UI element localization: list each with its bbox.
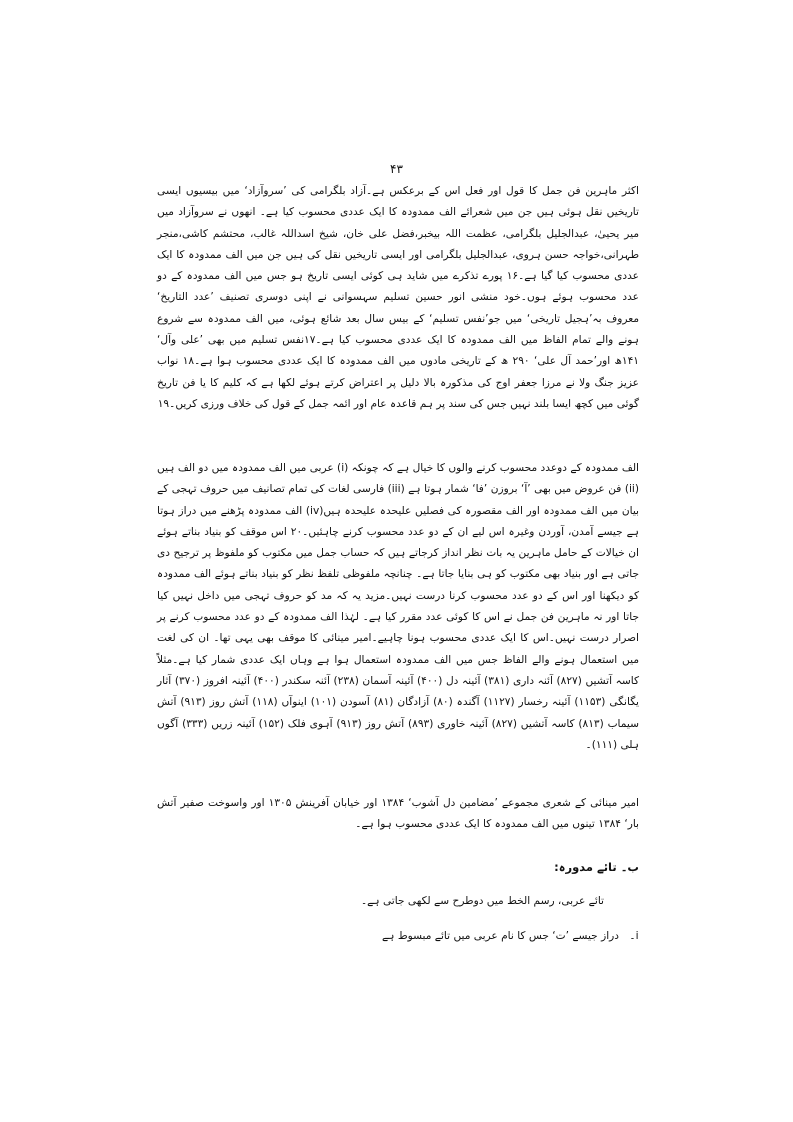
section-heading: ب۔ تائے مدورہ: bbox=[554, 860, 639, 874]
paragraph-2 bbox=[157, 458, 639, 756]
list-marker: i۔ bbox=[629, 930, 639, 942]
list-item-text: دراز جیسے ’ت‘ جس کا نام عربی میں تائے مبسوط ہے bbox=[382, 930, 619, 942]
paragraph-3 bbox=[157, 793, 639, 836]
page-number: ۴۳ bbox=[390, 162, 403, 176]
paragraph-1 bbox=[157, 181, 639, 415]
paragraph-text: اکثر ماہرین فن جمل کا قول اور فعل اس کے برعکس ہے۔آزاد بلگرامی کی ’سروآزاد‘ میں بیسیوں ایسی تاریخیں نقل ہوئی ہیں جن میں شعرائے الف ممدودہ کا ایک عددی محسوب کیا ہے۔ انھوں نے سروآزاد میں میر یحییٰ، عبدالجلیل بلگرامی، عظمت اللہ بیخبر،فضل علی خان، شیخ اسداللہ غالب، محتشم کاشی،منجر طہرانی،خواجہ حسن ہروی، عبدالجلیل بلگرامی اور ایسی تاریخیں نقل کی ہیں جن میں الف ممدودہ کا ایک عددی محسوب کیا گیا ہے۔۱۶ پورے تذکرے میں شاید ہی کوئی ایسی تاریخ ہو جس میں الف ممدودہ کے دو عدد محسوب ہوئے ہوں۔خود منشی انور حسین تسلیم سہسوانی نے اپنی دوسری تصنیف ’عدد التاریخ‘ معروف بہ’ہجیل تاریخی‘ میں جو’نفس تسلیم‘ کے بیس سال بعد شائع ہوئی، میں الف ممدودہ سے شروع ہونے والے تمام الفاظ میں الف ممدودہ کا ایک عددی محسوب کیا ہے۔۱۷نفس تسلیم میں بھی ’علی وآل‘ ۱۴۱ھ اور’حمد آل علی‘ ۲۹۰ ھ کے تاریخی مادوں میں الف ممدودہ کا ایک عددی محسوب ہوا ہے۔۱۸ نواب عزیز جنگ ولا نے مرزا جعفر اوج کی مذکورہ بالا دلیل پر اعتراض کرتے ہوئے لکھا ہے کہ کلیم کا یا فن تاریخ گوئی میں کچھ ایسا بلند نہیں جس کی سند پر ہم قاعدہ عام اور ائمہ جمل کے قول کی خلاف ورزی کریں۔۱۹ bbox=[157, 185, 639, 410]
paragraph-text: امیر مینائی کے شعری مجموعے ’مضامین دل آشوب‘ ۱۳۸۴ اور خیابان آفرینش ۱۳۰۵ اور واسوخت صفیر آتش بار‘ ۱۳۸۴ تینوں میں الف ممدودہ کا ایک عددی محسوب ہوا ہے۔ bbox=[157, 797, 639, 831]
section-intro: تائے عربی، رسم الخط میں دوطرح سے لکھی جاتی ہے۔ bbox=[360, 895, 604, 907]
paragraph-text: الف ممدودہ کے دوعدد محسوب کرنے والوں کا خیال ہے کہ چونکہ (i) عربی میں الف ممدودہ میں دو الف ہیں (ii) فن عروض میں بھی ’آ‘ بروزن ’فا‘ شمار ہوتا ہے (iii) فارسی لغات کی تمام تصانیف میں حروف تہجی کے بیان میں الف ممدودہ اور الف مقصورہ کی فصلیں علیحدہ علیحدہ ہیں(iv) الف ممدودہ پڑھنے میں دراز ہوتا ہے جیسے آمدن، آوردن وغیرہ اس لیے ان کے دو عدد محسوب کرنے چاہئیں۔۲۰ اس موقف کو بنیاد بناتے ہوئے ان خیالات کے حامل ماہرین یہ بات نظر انداز کرجاتے ہیں کہ حساب جمل میں مکتوب کو ملفوظ پر ترجیح دی جاتی ہے اور بنیاد بھی مکتوب کو ہی بنایا جاتا ہے۔ چنانچہ ملفوظی تلفظ نظر کو بنیاد بناتے ہوئے الف ممدودہ کو دیکھنا اور اس کے دو عدد محسوب کرنا درست نہیں۔مزید یہ کہ مد کو حروف تہجی میں داخل نہیں کیا جاتا اور نہ ماہرین فن جمل نے اس کا کوئی عدد مقرر کیا ہے۔ لہٰذا الف ممدودہ کے دو عدد محسوب کرنے پر اصرار درست نہیں۔اس کا ایک عددی محسوب ہونا چاہیے۔امیر مینائی کا موقف بھی یہی تھا۔ ان کی لغت میں استعمال ہونے والے الفاظ جس میں الف ممدودہ استعمال ہوا ہے وہاں ایک عددی شمار کیا ہے۔مثلاً کاسہ آتشیں (۸۲۷) آئنہ داری (۳۸۱) آئینہ دل (۴۰۰) آئینہ آسمان (۲۳۸) آئنہ سکندر (۴۰۰) آئینہ افروز (۳۷۰) آثار یگانگی (۱۱۵۳) آئینہ رخسار (۱۱۲۷) آگندہ (۸۰) آزادگان (۸۱) آسودن (۱۰۱) اینوآں (۱۱۸) آتش روز (۹۱۳) آتش سیماب (۸۱۳) کاسہ آتشیں (۸۲۷) آئینہ خاوری (۸۹۳) آتش روز (۹۱۳) آہوی فلک (۱۵۲) آئینہ زریں (۳۳۳) آگوں ہلی (۱۱۱)۔ bbox=[157, 462, 639, 751]
list-item bbox=[157, 927, 639, 945]
